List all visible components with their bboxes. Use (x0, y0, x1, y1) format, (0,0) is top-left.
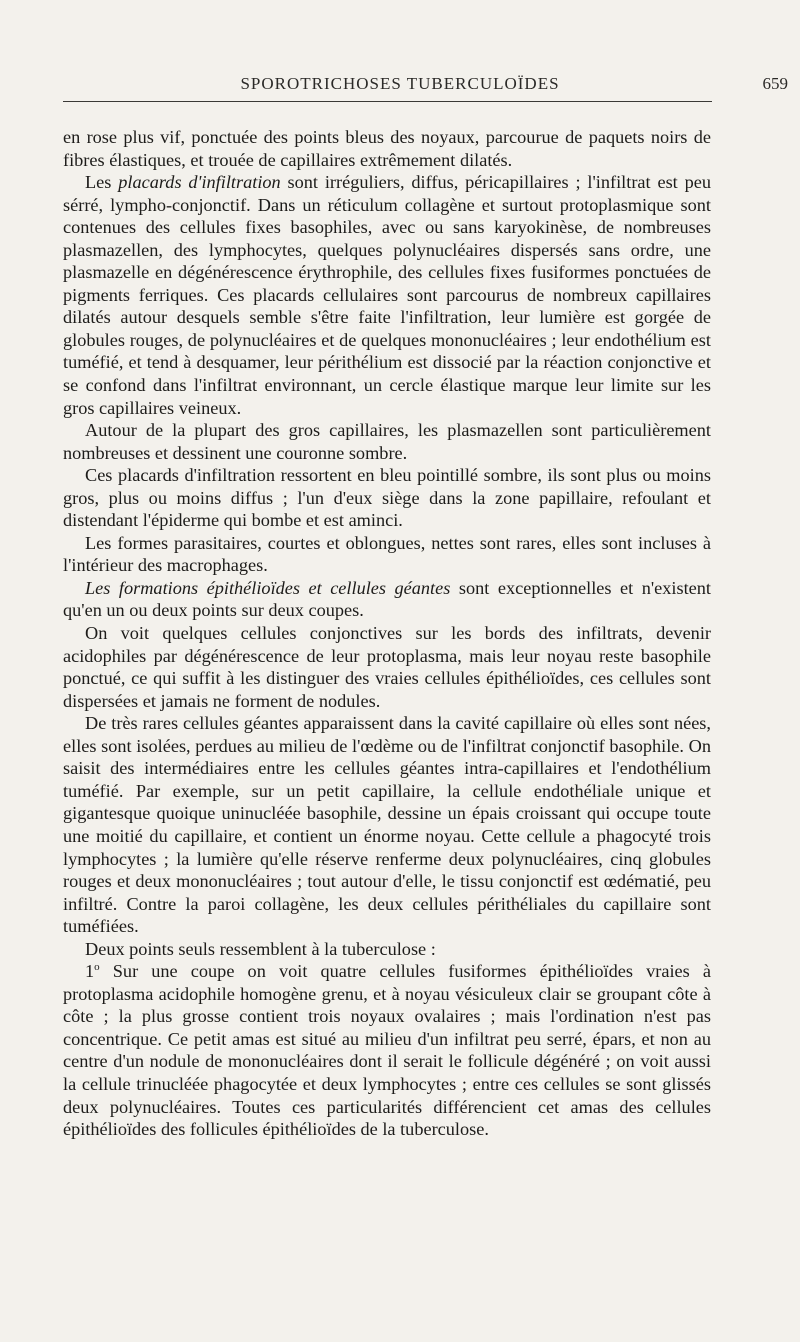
italic-term: Les formations épithélioïdes et cellules géantes (85, 577, 451, 598)
paragraph-5 (63, 532, 711, 577)
paragraph-2 (63, 171, 711, 419)
body-text (63, 126, 711, 1141)
paragraph-text: Ces placards d'infiltration ressortent en bleu pointillé sombre, ils sont plus ou moins gros, plus ou moins diffus ; l'un d'eux siège dans la zone papillaire, refoulant et distendant l'épiderme qui bombe et est aminci. (63, 465, 711, 531)
paragraph-text: Deux points seuls ressemblent à la tuberculose : (85, 938, 436, 959)
header-rule (63, 101, 712, 102)
paragraph-4 (63, 464, 711, 532)
paragraph-3 (63, 419, 711, 464)
paragraph-text: Sur une coupe on voit quatre cellules fusiformes épithélioïdes vraies à protoplasma acidophile homogène grenu, et à noyau vésiculeux clair se groupant côte à côte ; la plus grosse contient trois noyaux ovalaires ; mais l'ordination n'est pas concentrique. Ce petit amas est situé au milieu d'un infiltrat peu serré, épars, et non au centre d'un nodule de mononucléaires dont il serait le follicule dégénéré ; on voit aussi la cellule trinucléée phagocytée et deux lymphocytes ; entre ces cellules se sont glissés deux polynucléaires. Toutes ces particularités différencient cet amas des cellules épithélioïdes des follicules épithélioïdes de la tuberculose. (63, 961, 711, 1140)
list-number: 1 (85, 961, 95, 982)
paragraph-text: Autour de la plupart des gros capillaires, les plasmazellen sont particulièrement nombreuses et dessinent une couronne sombre. (63, 420, 711, 463)
italic-term: placards d'infiltration (118, 172, 281, 193)
paragraph-text: De très rares cellules géantes apparaissent dans la cavité capillaire où elles sont nées, elles sont isolées, perdues au milieu de l'œdème ou de l'infiltrat conjonctif basophile. On saisit des intermédiaires entre les cellules géantes intra-capillaires et l'endothélium tuméfié. Par exemple, sur un petit capillaire, la cellule endothéliale unique et gigantesque quoique uninucléée basophile, dessine un épais croissant qui occupe toute une moitié du capillaire, et contient un énorme noyau. Cette cellule a phagocyté trois lymphocytes ; la lumière qu'elle réserve renferme deux polynucléaires, cinq globules rouges et deux mononucléaires ; tout autour d'elle, le tissu conjonctif est œdématié, peu infiltré. Contre la paroi collagène, les deux cellules périthéliales du capillaire sont tuméfiées. (63, 713, 711, 937)
paragraph-7 (63, 622, 711, 712)
paragraph-10 (63, 960, 711, 1140)
page-number: 659 (762, 74, 788, 93)
paragraph-text: sont irréguliers, diffus, péricapillaires ; l'infiltrat est peu sérré, lympho-conjonctif. Dans un réticulum collagène et surtout protoplasmique sont contenues des cellules fixes basophiles, avec ou sans karyokinèse, de nombreuses plasmazellen, des lymphocytes, quelques polynucléaires dispersés sans ordre, une plasmazelle en dégénérescence érythrophile, des cellules fixes fusiformes ponctuées de pigments ferriques. Ces placards cellulaires sont parcourus de nombreux capillaires dilatés autour desquels semble s'être faite l'infiltration, leur lumière est gorgée de globules rouges, de polynucléaires et de quelques mononucléaires ; leur endothélium est tuméfié, et tend à desquamer, leur périthélium est dissocié par la réaction conjonctive et se confond dans l'infiltrat environnant, un cercle élastique marque leur limite sur les gros capillaires veineux. (63, 172, 712, 418)
paragraph-8 (63, 712, 711, 937)
running-title: SPOROTRICHOSES TUBERCULOÏDES (240, 74, 560, 93)
paragraph-lead: Les (85, 172, 119, 193)
paragraph-text: sont exceptionnelles et n'existent qu'en un ou deux points sur deux coupes. (63, 577, 712, 621)
paragraph-text: en rose plus vif, ponctuée des points bleus des noyaux, parcourue de paquets noirs de fibres élastiques, et trouée de capillaires extrêmement dilatés. (63, 127, 711, 170)
paragraph-6 (63, 577, 711, 622)
paragraph-text: On voit quelques cellules conjonctives sur les bords des infiltrats, devenir acidophiles par dégénérescence de leur protoplasma, mais leur noyau reste basophile ponctué, ce qui suffit à les distinguer des vraies cellules épithélioïdes, ces cellules sont dispersées et jamais ne forment de nodules. (63, 623, 711, 711)
ordinal-marker: o (94, 961, 100, 974)
paragraph-1 (63, 126, 711, 171)
paragraph-9 (63, 938, 711, 961)
paragraph-text: Les formes parasitaires, courtes et oblongues, nettes sont rares, elles sont incluses à l'intérieur des macrophages. (63, 532, 711, 576)
running-head (0, 74, 800, 96)
